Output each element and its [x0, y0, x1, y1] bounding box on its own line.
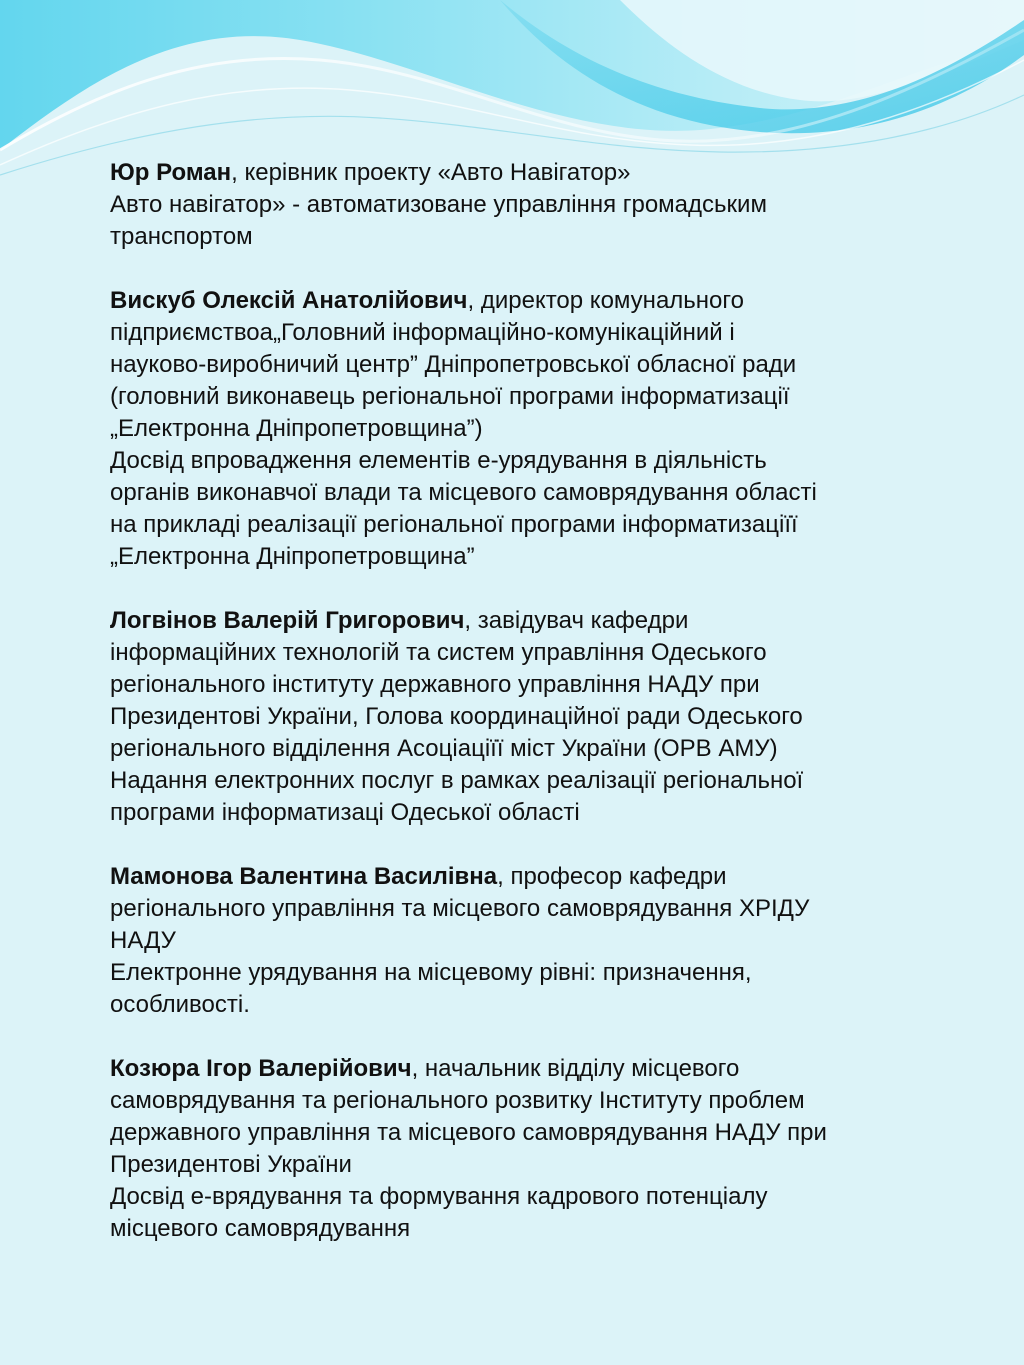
talk-topic-line: Досвід е-врядування та формування кадрового потенціалу — [110, 1183, 768, 1210]
speaker-entry — [110, 1053, 990, 1245]
speaker-role-line: Президентові України — [110, 1151, 352, 1178]
speaker-role: , завідувач кафедри — [464, 607, 689, 634]
speaker-heading-line — [110, 285, 990, 317]
speaker-role-line: інформаційних технологій та систем управління Одеського — [110, 639, 767, 666]
talk-topic-line: Авто навігатор» - автоматизоване управління громадським — [110, 191, 767, 218]
speaker-heading-line — [110, 1053, 990, 1085]
speaker-role-line: державного управління та місцевого самоврядування НАДУ при — [110, 1119, 827, 1146]
speaker-role: , директор комунального — [467, 287, 744, 314]
speaker-heading-line — [110, 861, 990, 893]
talk-topic-line: органів виконавчої влади та місцевого самоврядування області — [110, 479, 817, 506]
speaker-role-line: регіонального управління та місцевого самоврядування ХРІДУ — [110, 895, 810, 922]
talk-topic-line: транспортом — [110, 223, 253, 250]
speaker-entry — [110, 157, 990, 253]
speaker-name: Логвінов Валерій Григорович — [110, 607, 465, 634]
speaker-role-line: самоврядування та регіонального розвитку Інституту проблем — [110, 1087, 805, 1114]
speaker-name: Юр Роман — [110, 159, 232, 186]
talk-topic-line: „Електронна Дніпропетровщина” — [110, 543, 475, 570]
speaker-name: Вискуб Олексій Анатолійович — [110, 287, 468, 314]
speaker-role-line: НАДУ — [110, 927, 176, 954]
speaker-entry — [110, 861, 990, 1021]
speaker-role-line: науково-виробничий центр” Дніпропетровської обласної ради — [110, 351, 797, 378]
speaker-role-line: Президентові України, Голова координаційної ради Одеського — [110, 703, 803, 730]
speaker-name: Мамонова Валентина Василівна — [110, 863, 498, 890]
speaker-role-line: „Електронна Дніпропетровщина”) — [110, 415, 483, 442]
talk-topic-line: Надання електронних послуг в рамках реалізації регіональної — [110, 767, 804, 794]
talk-topic-line: місцевого самоврядування — [110, 1215, 411, 1242]
speaker-role-line: регіонального інституту державного управління НАДУ при — [110, 671, 760, 698]
speaker-role: , начальник відділу місцевого — [411, 1055, 740, 1082]
speaker-entry — [110, 605, 990, 829]
speaker-heading-line — [110, 605, 990, 637]
talk-topic-line: Досвід впровадження елементів е-урядування в діяльність — [110, 447, 767, 474]
talk-topic-line: програми інформатизаці Одеської області — [110, 799, 580, 826]
speaker-role-line: (головний виконавець регіональної програми інформатизації — [110, 383, 790, 410]
talk-topic-line: особливості. — [110, 991, 250, 1018]
speaker-role-line: регіонального відділення Асоціаціїї міст України (ОРВ АМУ) — [110, 735, 778, 762]
speaker-entry — [110, 285, 990, 573]
talk-topic-line: на прикладі реалізації регіональної програми інформатизаціїї — [110, 511, 798, 538]
speaker-role-line: підприємствоа„Головний інформаційно-комунікаційний і — [110, 319, 735, 346]
speakers-list — [110, 157, 990, 1277]
talk-topic-line: Електронне урядування на місцевому рівні: призначення, — [110, 959, 752, 986]
speaker-role: , професор кафедри — [497, 863, 727, 890]
speaker-name: Козюра Ігор Валерійович — [110, 1055, 412, 1082]
speaker-heading-line — [110, 157, 990, 189]
speaker-role: , керівник проекту «Авто Навігатор» — [231, 159, 631, 186]
